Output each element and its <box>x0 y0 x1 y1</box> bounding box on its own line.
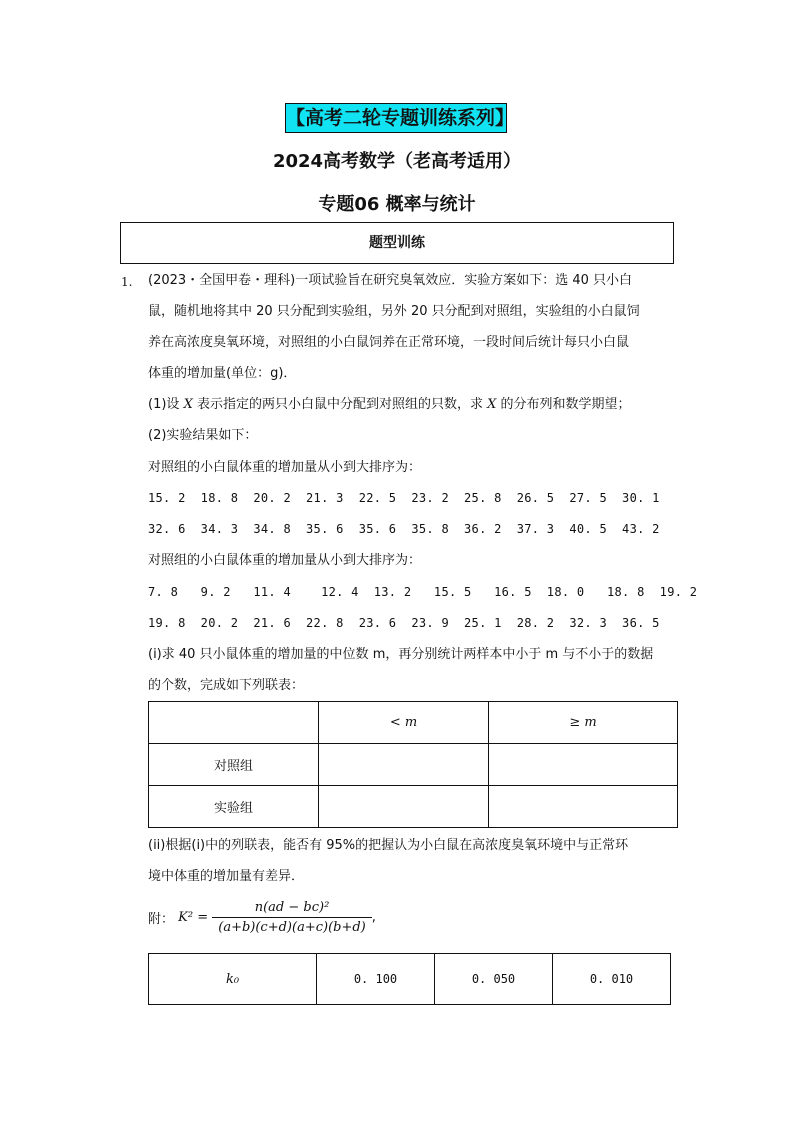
part-1-text <box>148 395 631 415</box>
chi-square-formula <box>148 900 376 935</box>
variable-x: X <box>183 397 193 412</box>
question-line-3: 养在高浓度臭氧环境，对照组的小白鼠饲养在正常环境，一段时间后统计每只小白鼠 <box>148 335 630 350</box>
sub-question-i-line-2: 的个数，完成如下列联表： <box>148 678 305 693</box>
control-data-row-1: 15. 2 18. 8 20. 2 21. 3 22. 5 23. 2 25. 8 26. 5 27. 5 30. 1 <box>148 491 660 505</box>
table-header-empty <box>149 702 319 744</box>
question-line-2: 鼠，随机地将其中 20 只分配到实验组，另外 20 只分配到对照组，实验组的小白鼠饲 <box>148 304 640 319</box>
table-cell <box>489 744 678 786</box>
formula-suffix: , <box>371 910 376 925</box>
sub-question-i-line-1: (i)求 40 只小鼠体重的增加量的中位数 m，再分别统计两样本中小于 m 与不小于的数据 <box>148 647 654 662</box>
formula-prefix: 附： <box>148 912 175 927</box>
table-row <box>149 744 678 786</box>
table-cell <box>489 786 678 828</box>
table-header-at-least-m: ≥ m <box>489 702 678 744</box>
table-cell: 0. 010 <box>553 954 671 1005</box>
table-cell: 0. 100 <box>317 954 435 1005</box>
part-1-prefix: (1)设 <box>148 397 184 412</box>
contingency-table <box>148 701 678 828</box>
table-cell: 0. 050 <box>435 954 553 1005</box>
control-data-row-2: 32. 6 34. 3 34. 8 35. 6 35. 6 35. 8 36. 2 37. 3 40. 5 43. 2 <box>148 522 660 536</box>
formula-lhs: K² = <box>178 910 209 925</box>
control-group-label: 对照组的小白鼠体重的增加量从小到大排序为： <box>148 460 422 475</box>
part-1-middle: 表示指定的两只小白鼠中分配到对照组的只数，求 <box>192 397 488 412</box>
part-2-text: (2)实验结果如下： <box>148 428 258 443</box>
table-header-row <box>149 702 678 744</box>
section-heading: 题型训练 <box>120 222 674 264</box>
k0-label: k₀ <box>149 954 317 1005</box>
experiment-data-row-1: 7. 8 9. 2 11. 4 12. 4 13. 2 15. 5 16. 5 18. 0 18. 8 19. 2 <box>148 585 698 599</box>
formula-denominator: (a+b)(c+d)(a+c)(b+d) <box>218 920 366 935</box>
page-title: 2024高考数学（老高考适用） <box>272 151 522 172</box>
experiment-group-label: 对照组的小白鼠体重的增加量从小到大排序为： <box>148 553 422 568</box>
variable-x: X <box>487 397 497 412</box>
sub-question-ii-line-2: 境中体重的增加量有差异． <box>148 869 305 884</box>
series-banner: 【高考二轮专题训练系列】 <box>285 103 507 133</box>
question-line-4: 体重的增加量(单位：g)． <box>148 366 297 381</box>
row-label-experiment: 实验组 <box>149 786 319 828</box>
formula-numerator: n(ad − bc)² <box>212 900 372 918</box>
table-cell <box>319 786 489 828</box>
table-row <box>149 954 671 1005</box>
row-label-control: 对照组 <box>149 744 319 786</box>
table-header-less-than-m: < m <box>319 702 489 744</box>
table-cell <box>319 744 489 786</box>
sub-question-ii-line-1: (ii)根据(i)中的列联表，能否有 95%的把握认为小白鼠在高浓度臭氧环境中与正常环 <box>148 838 629 853</box>
part-1-suffix: 的分布列和数学期望； <box>496 397 631 412</box>
experiment-data-row-2: 19. 8 20. 2 21. 6 22. 8 23. 6 23. 9 25. 1 28. 2 32. 3 36. 5 <box>148 616 660 630</box>
question-number: 1. <box>121 275 133 289</box>
table-row <box>149 786 678 828</box>
formula-fraction <box>212 900 372 935</box>
topic-subtitle: 专题06 概率与统计 <box>318 194 476 215</box>
question-line-1: (2023・全国甲卷・理科)一项试验旨在研究臭氧效应．实验方案如下：选 40 只小白 <box>148 273 633 288</box>
critical-value-table <box>148 953 671 1005</box>
